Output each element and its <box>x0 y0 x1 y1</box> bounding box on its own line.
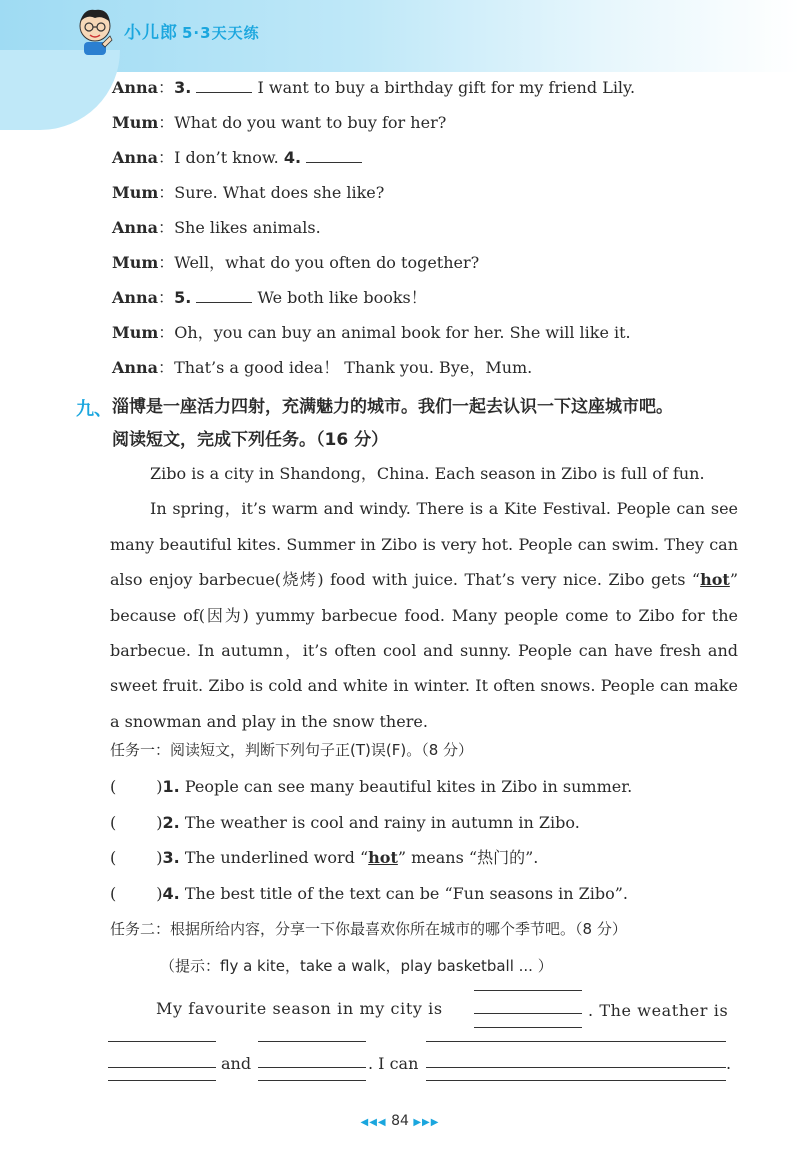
speaker: Mum <box>112 253 159 272</box>
speaker: Mum <box>112 183 159 202</box>
tf-item-2 <box>110 812 580 834</box>
answer-paren-open[interactable]: ( <box>110 777 117 796</box>
dialogue-text: Well，what do you often do together? <box>174 253 480 272</box>
colon: ： <box>158 148 175 167</box>
answer-paren-close: ) <box>156 777 163 796</box>
brand-title <box>124 18 260 43</box>
writing-line[interactable] <box>258 1067 366 1068</box>
writing-ican: . I can <box>368 1054 419 1073</box>
writing-line-1-text: My favourite season in my city is <box>156 999 443 1018</box>
writing-line[interactable] <box>426 1041 726 1042</box>
dialogue-line-7 <box>112 287 427 309</box>
answer-blank[interactable] <box>196 288 252 303</box>
answer-blank[interactable] <box>196 78 252 93</box>
underlined-word: hot <box>368 848 398 867</box>
item-text: People can see many beautiful kites in Zibo in summer. <box>184 777 633 796</box>
question-number: 5. <box>174 288 192 307</box>
dialogue-text: I don’t know. <box>174 148 279 167</box>
item-text: The underlined word “ <box>184 848 369 867</box>
answer-paren-close: ) <box>156 813 163 832</box>
brand-name: 小儿郎 <box>124 23 178 43</box>
task2-title: 任务二：根据所给内容，分享一下你最喜欢你所在城市的哪个季节吧。（8 分） <box>110 920 627 938</box>
speaker: Mum <box>112 113 159 132</box>
section-number: 九、 <box>76 399 112 420</box>
colon: ： <box>158 288 175 307</box>
dialogue-line-9 <box>112 357 532 379</box>
answer-paren-close: ) <box>156 848 163 867</box>
passage <box>110 456 738 739</box>
task2-hint: （提示：fly a kite，take a walk，play basketball ... ） <box>160 957 553 975</box>
dialogue-text: Oh，you can buy an animal book for her. She will like it. <box>174 323 631 342</box>
item-text: The best title of the text can be “Fun seasons in Zibo”. <box>184 884 629 903</box>
page-footer <box>340 1113 460 1129</box>
page-number: 84 <box>391 1113 409 1129</box>
item-text: The weather is cool and rainy in autumn in Zibo. <box>184 813 580 832</box>
item-text: ” means “热门的”. <box>397 848 539 867</box>
dialogue-line-1 <box>112 77 635 99</box>
speaker: Anna <box>112 218 159 237</box>
right-arrows-icon: ▶▶▶ <box>413 1117 440 1128</box>
speaker: Anna <box>112 358 159 377</box>
dialogue-line-2 <box>112 112 446 134</box>
dialogue-text: Sure. What does she like? <box>174 183 385 202</box>
writing-line-1-end: . The weather is <box>588 1001 729 1020</box>
dialogue-line-3 <box>112 147 362 169</box>
colon: ： <box>158 218 175 237</box>
item-number: 4. <box>162 884 180 903</box>
item-number: 2. <box>162 813 180 832</box>
writing-and: and <box>221 1054 252 1073</box>
underlined-word: hot <box>700 570 730 590</box>
passage-paragraph-1: Zibo is a city in Shandong，China. Each season in Zibo is full of fun. <box>150 464 705 483</box>
answer-paren-open[interactable]: ( <box>110 884 117 903</box>
passage-text: In spring，it’s warm and windy. There is a Kite Festival. People can see many beautiful kites. Summer in Zibo is very hot. People can swim. They can also enjoy barbecue(烧烤) food with juice. That’s very nice. Zibo gets “ <box>110 499 738 590</box>
answer-paren-open[interactable]: ( <box>110 848 117 867</box>
colon: ： <box>158 253 175 272</box>
dialogue-text: What do you want to buy for her? <box>174 113 447 132</box>
writing-line[interactable] <box>474 1013 582 1014</box>
colon: ： <box>158 113 175 132</box>
speaker: Anna <box>112 148 159 167</box>
dialogue-text: That’s a good idea！ Thank you. Bye，Mum. <box>174 358 533 377</box>
tf-item-1 <box>110 776 632 798</box>
header-band <box>0 0 800 72</box>
section-title-line-1: 淄博是一座活力四射，充满魅力的城市。我们一起去认识一下这座城市吧。 <box>112 397 673 417</box>
mascot-icon <box>72 6 118 56</box>
dialogue-line-8 <box>112 322 631 344</box>
speaker: Anna <box>112 78 159 97</box>
answer-blank[interactable] <box>306 148 362 163</box>
brand-series: 5·3天天练 <box>182 24 260 42</box>
speaker: Mum <box>112 323 159 342</box>
task1-title: 任务一：阅读短文，判断下列句子正(T)误(F)。（8 分） <box>110 741 474 759</box>
dialogue-text: I want to buy a birthday gift for my friend Lily. <box>252 78 636 97</box>
passage-paragraph-2 <box>110 491 738 739</box>
writing-period: . <box>726 1054 732 1073</box>
writing-line[interactable] <box>426 1080 726 1081</box>
colon: ： <box>158 358 175 377</box>
colon: ： <box>158 323 175 342</box>
colon: ： <box>158 183 175 202</box>
tf-item-3 <box>110 847 538 869</box>
writing-line[interactable] <box>258 1080 366 1081</box>
answer-paren-open[interactable]: ( <box>110 813 117 832</box>
writing-line[interactable] <box>108 1041 216 1042</box>
section-title-line-2: 阅读短文，完成下列任务。（16 分） <box>112 430 389 450</box>
question-number: 3. <box>174 78 192 97</box>
dialogue-text: She likes animals. <box>174 218 321 237</box>
dialogue-text: We both like books！ <box>252 288 427 307</box>
writing-line[interactable] <box>474 1027 582 1028</box>
passage-text: ” because of(因为) yummy barbecue food. Many people come to Zibo for the barbecue. In autumn，it’s often cool and sunny. People can have fresh and sweet fruit. Zibo is cold and white in winter. It often snows. People can make a snowman and play in the snow there. <box>110 570 738 731</box>
item-number: 3. <box>162 848 180 867</box>
left-arrows-icon: ◀◀◀ <box>360 1117 387 1128</box>
speaker: Anna <box>112 288 159 307</box>
dialogue-line-5 <box>112 217 321 239</box>
item-number: 1. <box>162 777 180 796</box>
header-curve <box>0 50 120 130</box>
dialogue-line-4 <box>112 182 384 204</box>
tf-item-4 <box>110 883 628 905</box>
writing-line[interactable] <box>426 1067 726 1068</box>
colon: ： <box>158 78 175 97</box>
writing-line[interactable] <box>108 1080 216 1081</box>
writing-line[interactable] <box>108 1067 216 1068</box>
writing-line[interactable] <box>258 1041 366 1042</box>
question-number: 4. <box>283 148 302 167</box>
writing-line[interactable] <box>474 990 582 991</box>
dialogue-line-6 <box>112 252 479 274</box>
answer-paren-close: ) <box>156 884 163 903</box>
